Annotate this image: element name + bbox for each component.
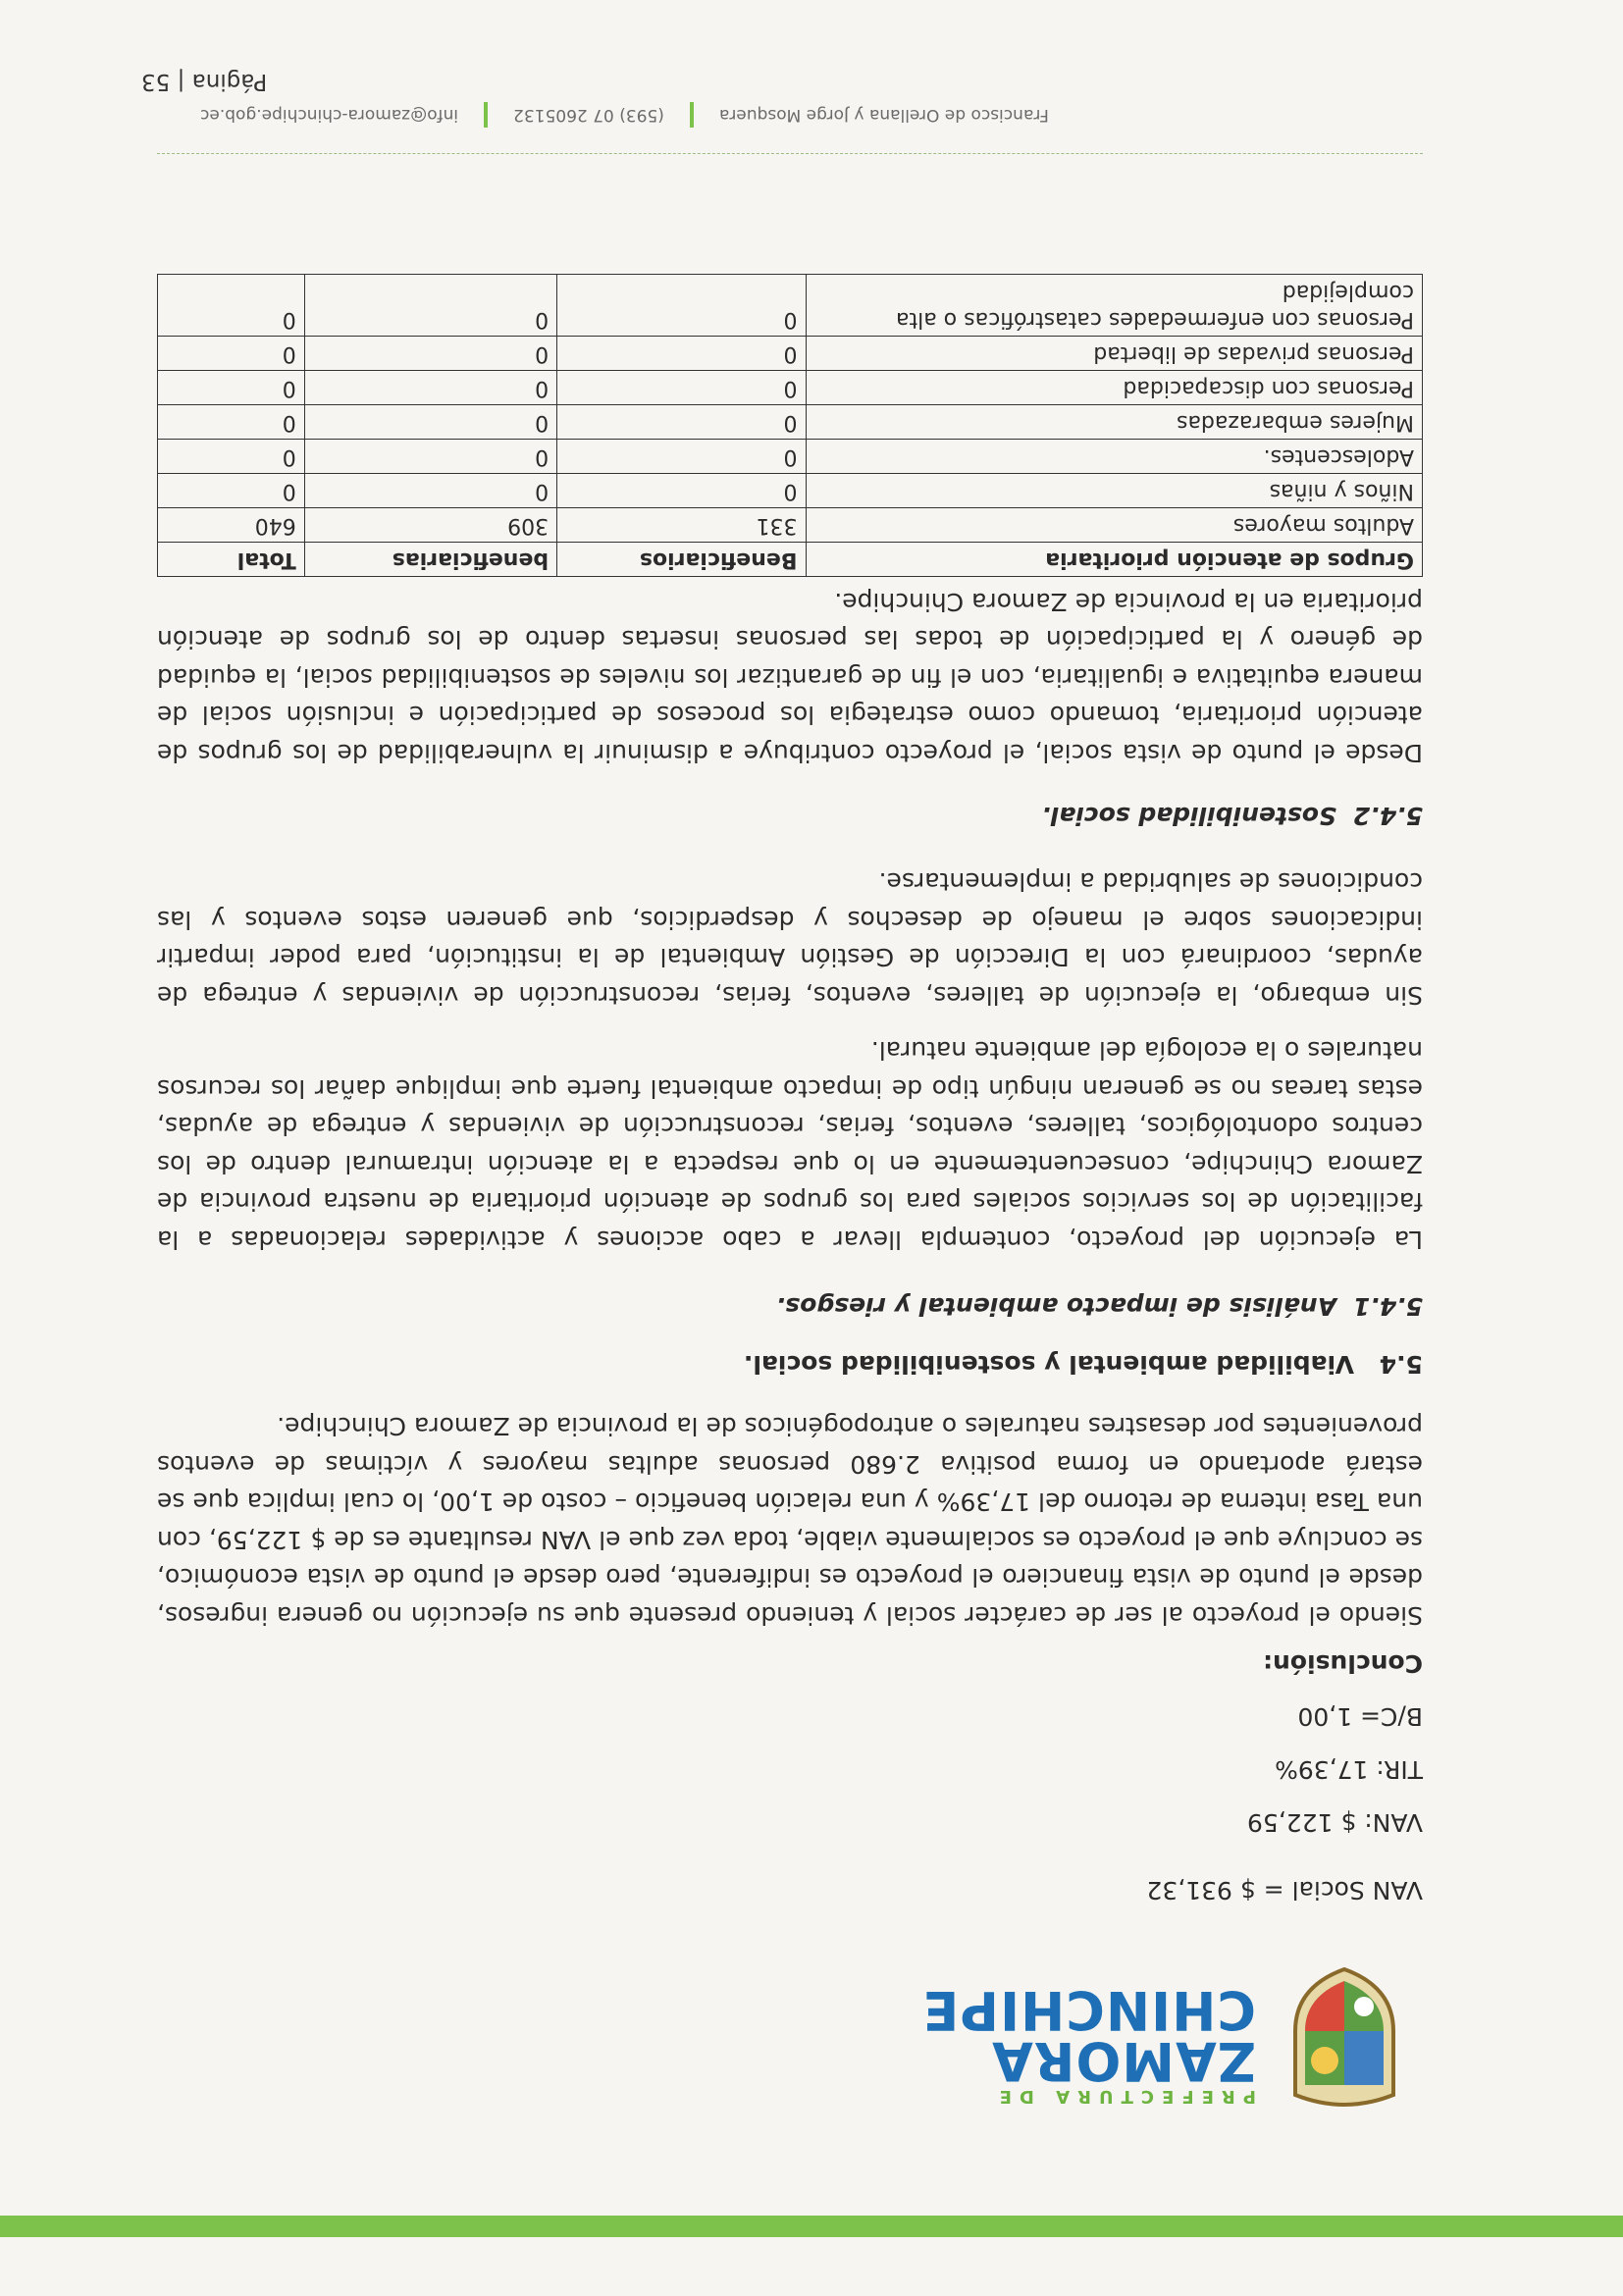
section-title: Viabilidad ambiental y sostenibilidad social. [743,1350,1354,1379]
logo-title [921,1979,1257,2092]
table-header-row [158,543,1423,577]
table-row [158,371,1423,405]
footer-address: Francisco de Orellana y Jorge Mosquera [718,105,1049,125]
table-row [158,508,1423,543]
logo-small-text: PREFECTURA DE [991,2086,1256,2107]
section-5-4-2-heading [1041,797,1423,835]
header-green-bar [0,2216,1623,2237]
table-cell: 640 [158,508,305,543]
footer-email[interactable]: info@zamora-chinchipe.gob.ec [200,105,459,125]
section-title: Sostenibilidad social. [1041,802,1336,830]
table-cell: 0 [158,474,305,508]
table-cell: 0 [557,474,806,508]
table-cell: 0 [158,337,305,371]
table-row [158,474,1423,508]
social-paragraph: Desde el punto de vista social, el proyecto contribuye a disminuir la vulnerabilidad de los grupos de atención prioritaria, tomando como estrategia los procesos de participación e inclusión social de manera equitativa e igualitaria, con el fin de garantizar los niveles de sostenibilidad social, la equidad de género y la participación de todas las personas insertas dentro de los grupos de atención prioritaria en la provincia de Zamora Chinchipe. [157,588,1423,767]
beneficiaries-table [157,274,1423,577]
table-cell: 0 [304,474,556,508]
table-cell: 0 [158,440,305,474]
section-5-4-1-heading [776,1287,1423,1326]
table-row [158,405,1423,440]
table-cell: 0 [304,405,556,440]
van-social-line: VAN Social = $ 931,32 [1146,1876,1423,1905]
logo-line-1: ZAMORA [991,2030,1256,2092]
prefectura-logo [775,1967,1403,2114]
table-cell: 0 [557,440,806,474]
section-title: Análisis de impacto ambiental y riesgos. [775,1292,1336,1321]
section-number: 5.4.2 [1352,802,1423,830]
impact-paragraph-1: La ejecución del proyecto, contempla llevar a cabo acciones y actividades relacionadas a la facilitación de los servicios sociales para los grupos de atención prioritaria de nuestra provincia de Zamora Chinchipe, consecuentemente en lo que respecta a la atención intramural dentro de los centros odontológicos, talleres, eventos, ferias, reconstrucción de viviendas y entrega de ayudas, estas tareas no se generan ningún tipo de impacto ambiental fuerte que implique dañar los recursos naturales o la ecología del ambiente natural. [157,1036,1423,1254]
table-row [158,275,1423,337]
tir-line: TIR: 17,39% [1275,1755,1423,1784]
table-cell: 0 [304,371,556,405]
table-cell: 331 [557,508,806,543]
table-cell: 0 [304,440,556,474]
table-cell: 0 [557,337,806,371]
table-cell: 0 [557,371,806,405]
table-cell: 0 [304,275,556,337]
table-cell: Personas privadas de libertad [806,337,1422,371]
logo-line-2: CHINCHIPE [921,1979,1256,2041]
table-cell: Adolescentes. [806,440,1422,474]
table-cell: Niños y niñas [806,474,1422,508]
table-row [158,440,1423,474]
footer-contact [200,102,1623,128]
column-header: Total [158,543,305,577]
footer-divider [157,153,1423,154]
conclusion-heading: Conclusión: [1263,1649,1423,1678]
table-cell: 0 [158,371,305,405]
section-5-4-heading [744,1345,1423,1383]
section-number: 5.4.1 [1352,1292,1423,1321]
table-cell: Adultos mayores [806,508,1422,543]
table-cell: 0 [304,337,556,371]
footer-phone: (593) 07 2605132 [513,105,664,125]
bc-line: B/C= 1,00 [1297,1702,1423,1731]
conclusion-paragraph: Siendo el proyecto al ser de carácter social y teniendo presente que su ejecución no genera ingresos, desde el punto de vista financiero el proyecto es indiferente, pero desde el punto de vista económico, se concluye que el proyecto es socialmente viable, toda vez que el VAN resultante es de $ 122,59, con una Tasa interna de retorno del 17,39% y una relación beneficio – costo de 1,00, lo cual implica que se estará aportando en forma positiva 2.680 personas adultas mayores y víctimas de eventos provenientes por desastres naturales o antropogénicos de la provincia de Zamora Chinchipe. [157,1412,1423,1630]
column-header: beneficiarias [304,543,556,577]
table-cell: 0 [557,275,806,337]
footer-separator [690,102,694,128]
table-cell: 0 [158,275,305,337]
table-cell: 0 [557,405,806,440]
coat-of-arms-icon [1285,1967,1403,2114]
section-number: 5.4 [1379,1350,1423,1379]
impact-paragraph-2: Sin embargo, la ejecución de talleres, eventos, ferias, reconstrucción de viviendas y entrega de ayudas, coordinará con la Dirección de Gestión Ambiental de la institución, para poder impartir indicaciones sobre el manejo de desechos y desperdicios, que generen estos eventos y las condiciones de salubridad a implementarse. [157,867,1423,1010]
column-header: Grupos de atención prioritaria [806,543,1422,577]
table-cell: Personas con enfermedades catastróficas o alta complejidad [806,275,1422,337]
footer-separator [484,102,488,128]
table-cell: Personas con discapacidad [806,371,1422,405]
table-cell: 309 [304,508,556,543]
table-cell: 0 [158,405,305,440]
column-header: Beneficiarios [557,543,806,577]
table-cell: Mujeres embarazadas [806,405,1422,440]
van-line: VAN: $ 122,59 [1246,1808,1423,1837]
page-number: Página | 53 [141,69,268,94]
table-row [158,337,1423,371]
